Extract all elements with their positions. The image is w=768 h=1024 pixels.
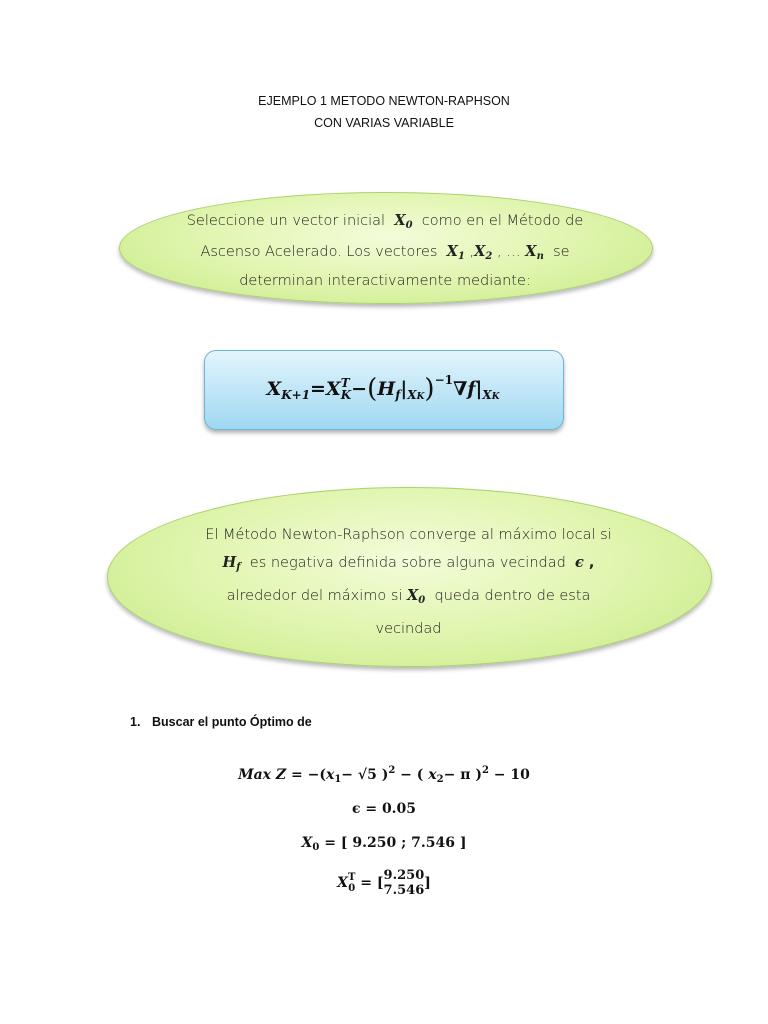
text-fragment: queda dentro de esta <box>434 588 591 604</box>
text-fragment: es negativa definida sobre alguna vecindad <box>249 555 566 571</box>
ellipse-callout-initial-vector-text: Seleccione un vector inicial $X_0$ como en el Método de Ascenso Acelerado. Los vectores $X_1$ $,X_2$ , … $X_n$ se determinan interactivamente mediante: <box>186 212 584 289</box>
text-fragment: como en el Método de <box>421 213 584 229</box>
text-fragment: vecindad <box>375 621 442 637</box>
math-symbol-x0: $X_0$ <box>407 587 426 606</box>
math-symbol-hf: $H_f$ <box>222 554 241 573</box>
math-symbol-x0: $X_0$ <box>394 212 413 231</box>
newton-raphson-formula: X K+1 = X T K − ( H f | XK ) −1 ∇f | XK <box>266 373 500 404</box>
document-title-line2: CON VARIAS VARIABLE <box>314 116 454 130</box>
initial-vector-transpose-equation: X T 0 = [9.250 7.546] <box>337 868 431 898</box>
math-symbol-x2: $X_2$ <box>474 242 493 262</box>
text-fragment: determinan interactivamente mediante: <box>239 273 531 289</box>
text-fragment: alrededor del máximo si <box>226 588 403 604</box>
math-symbol-xn: $X_n$ <box>525 242 544 262</box>
math-symbol-x1: $X_1$ <box>446 242 465 262</box>
column-vector: 9.250 7.546 <box>383 868 425 898</box>
ellipse-callout-convergence-text: El Método Newton-Raphson converge al máximo local si $H_f$ es negativa definida sobre alguna vecindad ϵ , alrededor del máximo si $X_0$ queda dentro de esta vecindad <box>205 527 612 637</box>
text-fragment: Seleccione un vector inicial <box>186 213 386 229</box>
document-title-line1: EJEMPLO 1 METODO NEWTON-RAPHSON <box>258 94 510 108</box>
item-text: Buscar el punto Óptimo de <box>152 715 312 729</box>
math-symbol-epsilon: ϵ <box>575 554 584 571</box>
objective-function-equation: Max $Z = -(x_1- √5$ )$^2$ − ( $x_2- \pi$ )$^2$ − 10 <box>238 765 530 785</box>
epsilon-equation: ϵ = 0.05 <box>351 801 417 817</box>
text-fragment: Ascenso Acelerado. Los vectores <box>200 243 438 260</box>
text-fragment: se <box>553 243 570 260</box>
initial-vector-equation: $X_0$ = [ 9.250 ; 7.546 ] <box>301 835 467 853</box>
numbered-item-1 <box>130 715 312 729</box>
text-fragment: El Método Newton-Raphson converge al máximo local si <box>205 527 612 543</box>
item-number: 1. <box>130 715 141 729</box>
